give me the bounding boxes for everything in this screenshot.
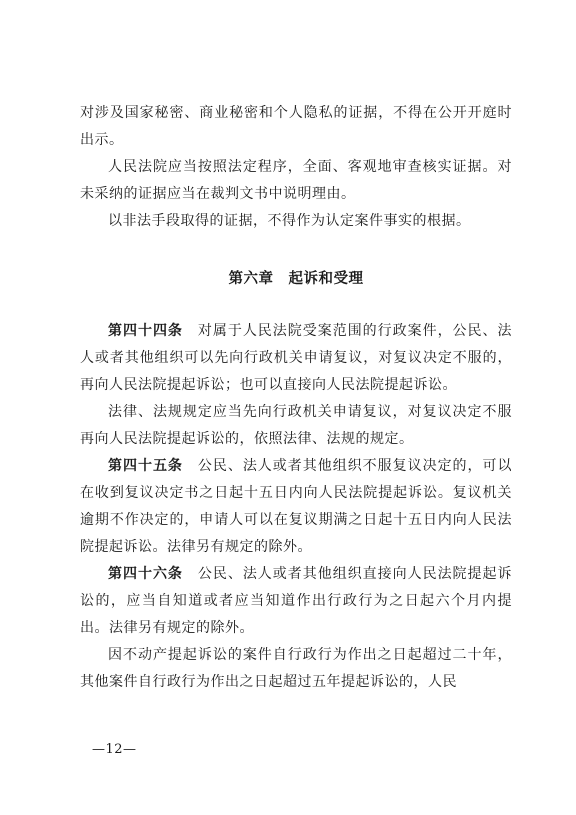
article-46-label: 第四十六条	[108, 566, 183, 582]
evidence-section	[80, 100, 512, 235]
article-46-text: 公民、法人或者其他组织直接向人民法院提起诉讼的，应当自知道或者应当知道作出行政行为之日起六个月内提出。法律另有规定的除外。	[80, 566, 513, 636]
article-45-label: 第四十五条	[108, 458, 183, 474]
article-44-label: 第四十四条	[108, 323, 183, 339]
chapter-body	[80, 318, 512, 696]
article-46-text-2: 因不动产提起诉讼的案件自行政行为作出之日起超过二十年，其他案件自行政行为作出之日起超过五年提起诉讼的，人民	[80, 647, 512, 690]
paragraph-court-review: 人民法院应当按照法定程序，全面、客观地审查核实证据。对未采纳的证据应当在裁判文书中说明理由。	[80, 159, 512, 202]
article-44-text: 对属于人民法院受案范围的行政案件，公民、法人或者其他组织可以先向行政机关申请复议，对复议决定不服的，再向人民法院提起诉讼；也可以直接向人民法院提起诉讼。	[80, 323, 513, 393]
article-44-paragraph-2	[80, 399, 512, 453]
article-44-paragraph	[80, 318, 512, 399]
article-45-paragraph	[80, 453, 512, 561]
paragraph-secret-evidence: 对涉及国家秘密、商业秘密和个人隐私的证据，不得在公开开庭时出示。	[80, 105, 512, 148]
article-45-text: 公民、法人或者其他组织不服复议决定的，可以在收到复议决定书之日起十五日内向人民法院提起诉讼。复议机关逾期不作决定的，申请人可以在复议期满之日起十五日内向人民法院提起诉讼。法律另有规定的除外。	[80, 458, 513, 555]
article-44-text-2: 法律、法规规定应当先向行政机关申请复议，对复议决定不服再向人民法院提起诉讼的，依照法律、法规的规定。	[80, 404, 512, 447]
chapter-heading: 第六章 起诉和受理	[228, 271, 364, 287]
paragraph-illegal-evidence: 以非法手段取得的证据，不得作为认定案件事实的根据。	[108, 213, 471, 229]
page-number: —12—	[92, 742, 137, 757]
article-46-paragraph-2	[80, 642, 512, 696]
article-46-paragraph	[80, 561, 512, 642]
